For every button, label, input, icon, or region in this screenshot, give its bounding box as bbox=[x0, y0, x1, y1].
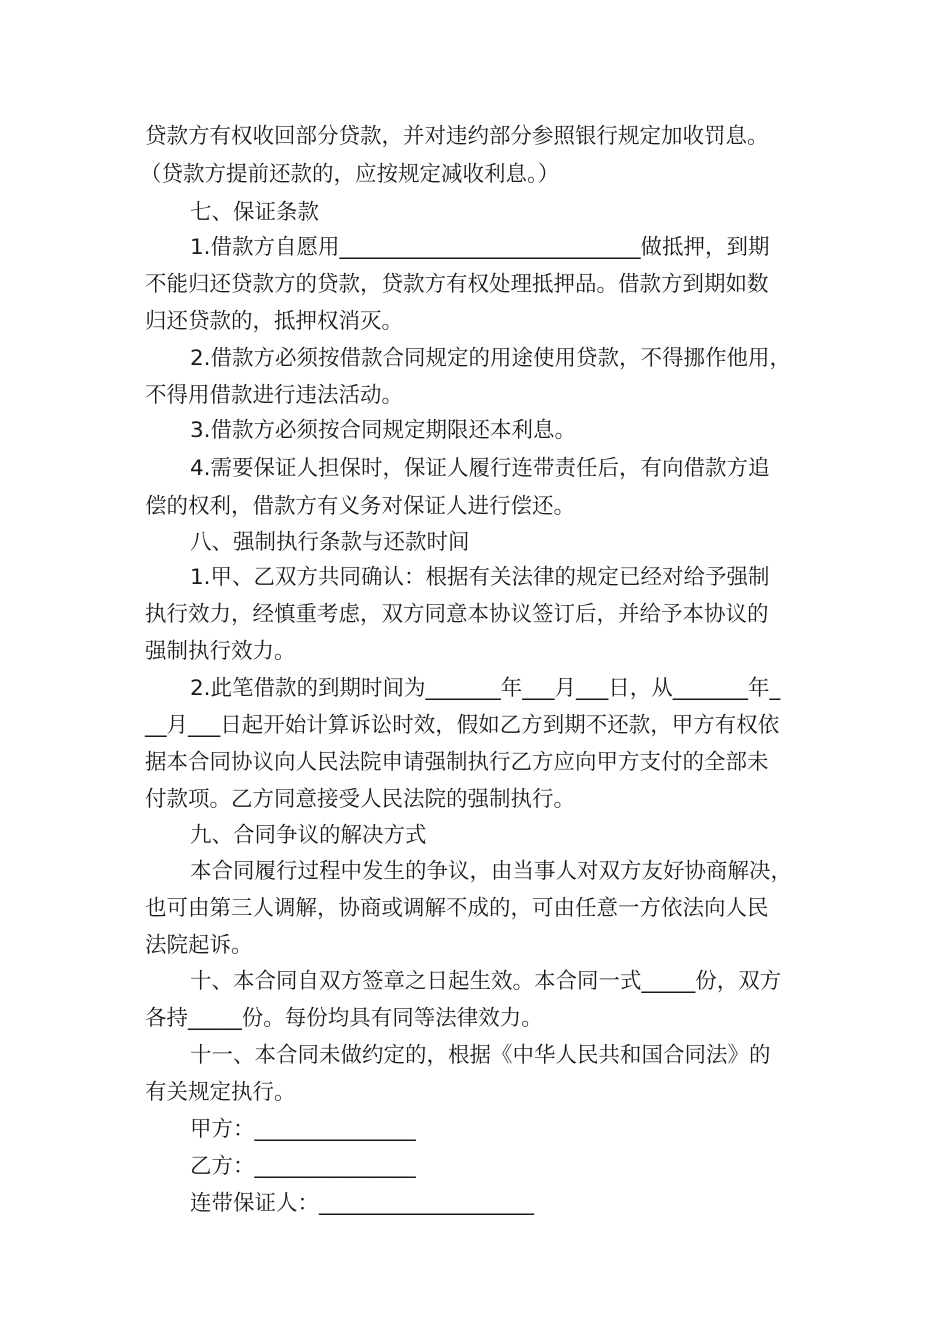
section-heading-9: 九、合同争议的解决方式 bbox=[190, 823, 427, 848]
text-line-27: 有关规定执行。 bbox=[145, 1080, 296, 1105]
text-line-8: 不得用借款进行违法活动。 bbox=[145, 383, 404, 408]
text-line-16: 2.此笔借款的到期时间为_______年___月___日，从_______年_ bbox=[190, 676, 781, 701]
text-line-6: 归还贷款的，抵押权消灭。 bbox=[145, 309, 404, 334]
text-line-23: 法院起诉。 bbox=[145, 933, 253, 958]
text-line-18: 据本合同协议向人民法院申请强制执行乙方应向甲方支付的全部未 bbox=[145, 750, 769, 775]
text-line-13: 1.甲、乙双方共同确认：根据有关法律的规定已经对给予强制 bbox=[190, 565, 770, 590]
text-line-25: 各持_____份。每份均具有同等法律效力。 bbox=[145, 1006, 543, 1031]
text-line-19: 付款项。乙方同意接受人民法院的强制执行。 bbox=[145, 787, 576, 812]
text-line-24: 十、本合同自双方签章之日起生效。本合同一式_____份，双方 bbox=[190, 969, 782, 994]
text-line-26: 十一、本合同未做约定的，根据《中华人民共和国合同法》的 bbox=[190, 1043, 771, 1068]
text-line-10: 4.需要保证人担保时，保证人履行连带责任后，有向借款方追 bbox=[190, 456, 770, 481]
party-b-signature-line: 乙方：_______________ bbox=[190, 1154, 416, 1179]
text-line-1: 贷款方有权收回部分贷款，并对违约部分参照银行规定加收罚息。 bbox=[145, 124, 769, 149]
text-line-7: 2.借款方必须按借款合同规定的用途使用贷款，不得挪作他用， bbox=[190, 346, 792, 371]
party-a-signature-line: 甲方：_______________ bbox=[190, 1117, 416, 1142]
text-line-5: 不能归还贷款方的贷款，贷款方有权处理抵押品。借款方到期如数 bbox=[145, 272, 769, 297]
text-line-4: 1.借款方自愿用____________________________做抵押，到期 bbox=[190, 235, 770, 260]
text-line-17: __月___日起开始计算诉讼时效，假如乙方到期不还款，甲方有权依 bbox=[145, 713, 780, 738]
text-line-2: （贷款方提前还款的，应按规定减收利息。） bbox=[140, 162, 560, 187]
section-heading-7: 七、保证条款 bbox=[190, 200, 320, 225]
text-line-21: 本合同履行过程中发生的争议，由当事人对双方友好协商解决， bbox=[190, 859, 793, 884]
text-line-15: 强制执行效力。 bbox=[145, 639, 296, 664]
section-heading-8: 八、强制执行条款与还款时间 bbox=[190, 530, 470, 555]
text-line-22: 也可由第三人调解，协商或调解不成的，可由任意一方依法向人民 bbox=[145, 896, 769, 921]
text-line-11: 偿的权利，借款方有义务对保证人进行偿还。 bbox=[145, 494, 576, 519]
text-line-14: 执行效力，经慎重考虑，双方同意本协议签订后，并给予本协议的 bbox=[145, 602, 769, 627]
guarantor-signature-line: 连带保证人：____________________ bbox=[190, 1191, 535, 1216]
text-line-9: 3.借款方必须按合同规定期限还本利息。 bbox=[190, 418, 577, 443]
